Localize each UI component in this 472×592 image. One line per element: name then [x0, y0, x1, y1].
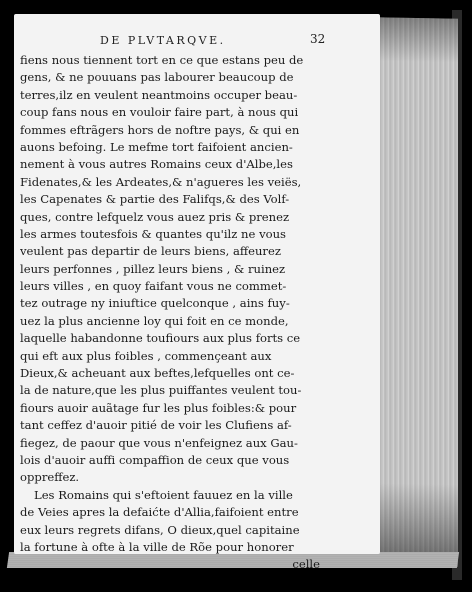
text-line: les armes toutesfois & quantes qu'ilz ne vous	[20, 226, 287, 241]
text-line: gens, & ne pouuans pas labourer beaucoup de	[20, 70, 294, 85]
text-line: fiegez, de paour que vous n'enfeignez aux Gau-	[20, 435, 298, 450]
text-line: leurs villes , en quoy faifant vous ne commet-	[20, 279, 287, 294]
text-line: oppreffez.	[20, 470, 80, 485]
text-line: tant ceffez d'auoir pitié de voir les Clufiens af-	[20, 418, 292, 433]
page-number: 32	[310, 32, 326, 46]
page-fore-edge	[372, 17, 458, 567]
text-line: de Veies apres la defaićte d'Allia,faifoient entre	[20, 505, 299, 520]
text-line: Dieux,& acheuant aux beftes,lefquelles ont ce-	[20, 366, 295, 381]
text-line: la fortune à ofte à la ville de Rõe pour honorer	[20, 539, 294, 554]
text-line: nement à vous autres Romains ceux d'Albe,les	[20, 157, 293, 172]
text-line: eux leurs regrets difans, O dieux,quel capitaine	[20, 522, 300, 537]
text-line: Fidenates,& les Ardeates,& n'agueres les veiës,	[20, 174, 302, 189]
body-text	[20, 52, 320, 574]
text-line: fiours auoir auãtage fur les plus foibles:& pour	[20, 400, 297, 415]
text-line: tez outrage ny iniuftice quelconque , ains fuy-	[20, 296, 290, 311]
text-line: qui eft aux plus foibles , commençeant aux	[20, 348, 272, 363]
text-line: terres,ilz en veulent neantmoins occuper beau-	[20, 87, 298, 102]
text-line: la de nature,que les plus puiffantes veulent tou-	[20, 383, 302, 398]
paragraph-start-line: Les Romains qui s'eftoient fauuez en la ville	[34, 487, 293, 502]
text-line: laquelle habandonne toufiours aux plus forts ce	[20, 331, 301, 346]
text-line: les Capenates & partie des Falifqs,& des Volf-	[20, 192, 290, 207]
catchword: celle	[292, 557, 320, 572]
text-line: auons befoing. Le mefme tort faifoient ancien-	[20, 139, 293, 154]
text-line: coup fans nous en vouloir faire part, à nous qui	[20, 105, 299, 120]
text-line: uez la plus ancienne loy qui foit en ce monde,	[20, 313, 289, 328]
text-line: fiens nous tiennent tort en ce que estans peu de	[20, 53, 304, 67]
text-line: leurs perfonnes , pillez leurs biens , & ruinez	[20, 261, 286, 276]
text-line: veulent pas departir de leurs biens, affeurez	[20, 244, 281, 259]
running-title: DE PLVTARQVE.	[100, 34, 226, 47]
running-head	[0, 34, 380, 50]
text-line: fommes eftrãgers hors de noftre pays, & qui en	[20, 122, 300, 137]
text-line: ques, contre lefquelz vous auez pris & prenez	[20, 209, 290, 224]
text-line: lois d'auoir auffi compaffion de ceux que vous	[20, 452, 290, 467]
